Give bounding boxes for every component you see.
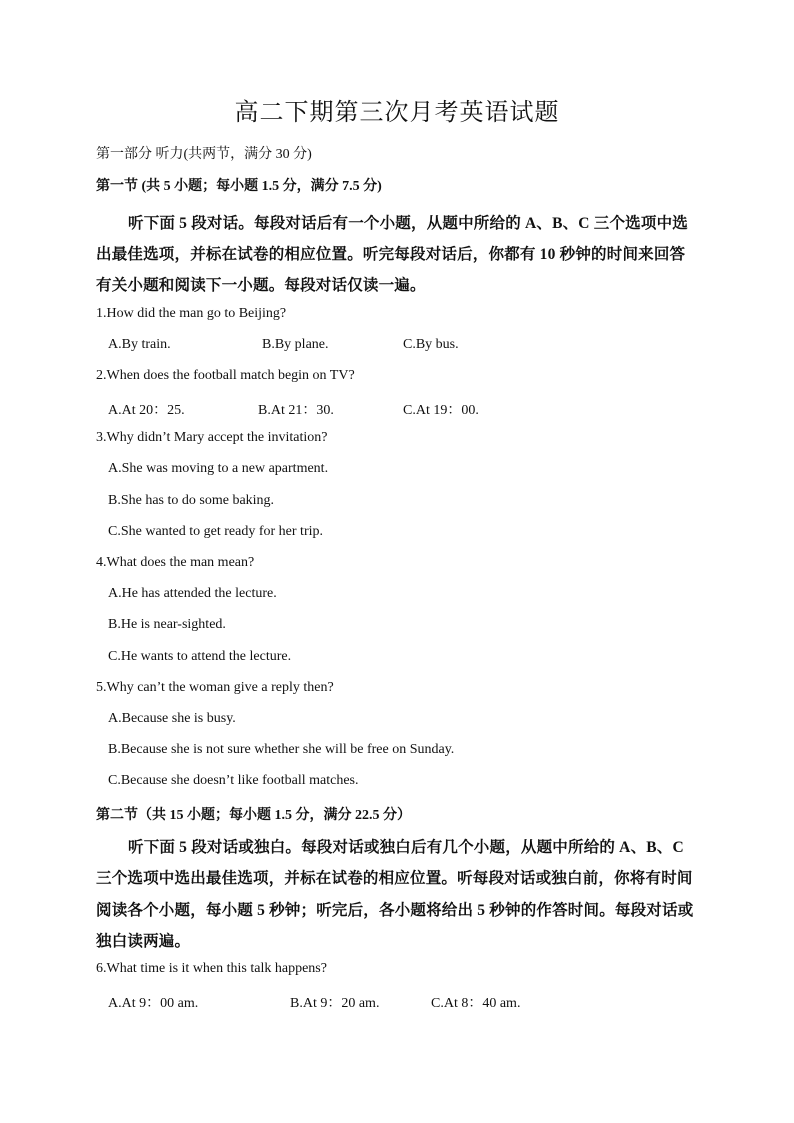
section2-heading: 第二节（共 15 小题；每小题 1.5 分，满分 22.5 分）: [96, 808, 411, 823]
section2-instruction-line-1: 听下面 5 段对话或独白。每段对话或独白后有几个小题，从题中所给的 A、B、C: [128, 839, 684, 856]
question-1-stem: 1.How did the man go to Beijing?: [96, 306, 287, 321]
question-5-option-a: A.Because she is busy.: [108, 711, 236, 726]
section1-heading: 第一节 (共 5 小题；每小题 1.5 分，满分 7.5 分): [96, 179, 382, 194]
question-5-option-c: C.Because she doesn’t like football matches.: [108, 773, 359, 788]
question-3-stem: 3.Why didn’t Mary accept the invitation?: [96, 430, 328, 445]
section1-instruction-line-3: 有关小题和阅读下一小题。每段对话仅读一遍。: [96, 277, 426, 294]
section2-instruction-line-2: 三个选项中选出最佳选项，并标在试卷的相应位置。听每段对话或独白前，你将有时间: [96, 870, 693, 887]
question-3-option-b: B.She has to do some baking.: [108, 493, 275, 508]
question-1-option-c: C.By bus.: [403, 337, 459, 352]
part-heading: 第一部分 听力(共两节，满分 30 分): [96, 147, 312, 162]
question-1-option-a: A.By train.: [108, 337, 171, 352]
question-6-option-c: C.At 8：40 am.: [431, 996, 521, 1011]
section1-instruction-line-2: 出最佳选项，并标在试卷的相应位置。听完每段对话后，你都有 10 秒钟的时间来回答: [96, 246, 686, 263]
question-5-stem: 5.Why can’t the woman give a reply then?: [96, 680, 334, 695]
section2-instruction-line-4: 独白读两遍。: [96, 933, 191, 950]
section2-instruction-line-3: 阅读各个小题，每小题 5 秒钟；听完后，各小题将给出 5 秒钟的作答时间。每段对话或: [96, 902, 694, 919]
question-3-option-a: A.She was moving to a new apartment.: [108, 461, 329, 476]
question-3-option-c: C.She wanted to get ready for her trip.: [108, 524, 323, 539]
question-2-option-a: A.At 20：25.: [108, 403, 185, 418]
question-2-option-c: C.At 19：00.: [403, 403, 479, 418]
question-5-option-b: B.Because she is not sure whether she will be free on Sunday.: [108, 742, 455, 757]
question-1-option-b: B.By plane.: [262, 337, 329, 352]
page-title: 高二下期第三次月考英语试题: [234, 98, 560, 126]
question-4-option-b: B.He is near-sighted.: [108, 617, 226, 632]
question-6-stem: 6.What time is it when this talk happens?: [96, 961, 327, 976]
question-2-stem: 2.When does the football match begin on TV?: [96, 368, 355, 383]
question-2-option-b: B.At 21：30.: [258, 403, 334, 418]
section1-instruction-line-1: 听下面 5 段对话。每段对话后有一个小题，从题中所给的 A、B、C 三个选项中选: [128, 215, 688, 232]
question-6-option-b: B.At 9：20 am.: [290, 996, 380, 1011]
question-4-option-c: C.He wants to attend the lecture.: [108, 649, 292, 664]
question-4-option-a: A.He has attended the lecture.: [108, 586, 277, 601]
question-6-option-a: A.At 9：00 am.: [108, 996, 199, 1011]
question-4-stem: 4.What does the man mean?: [96, 555, 255, 570]
